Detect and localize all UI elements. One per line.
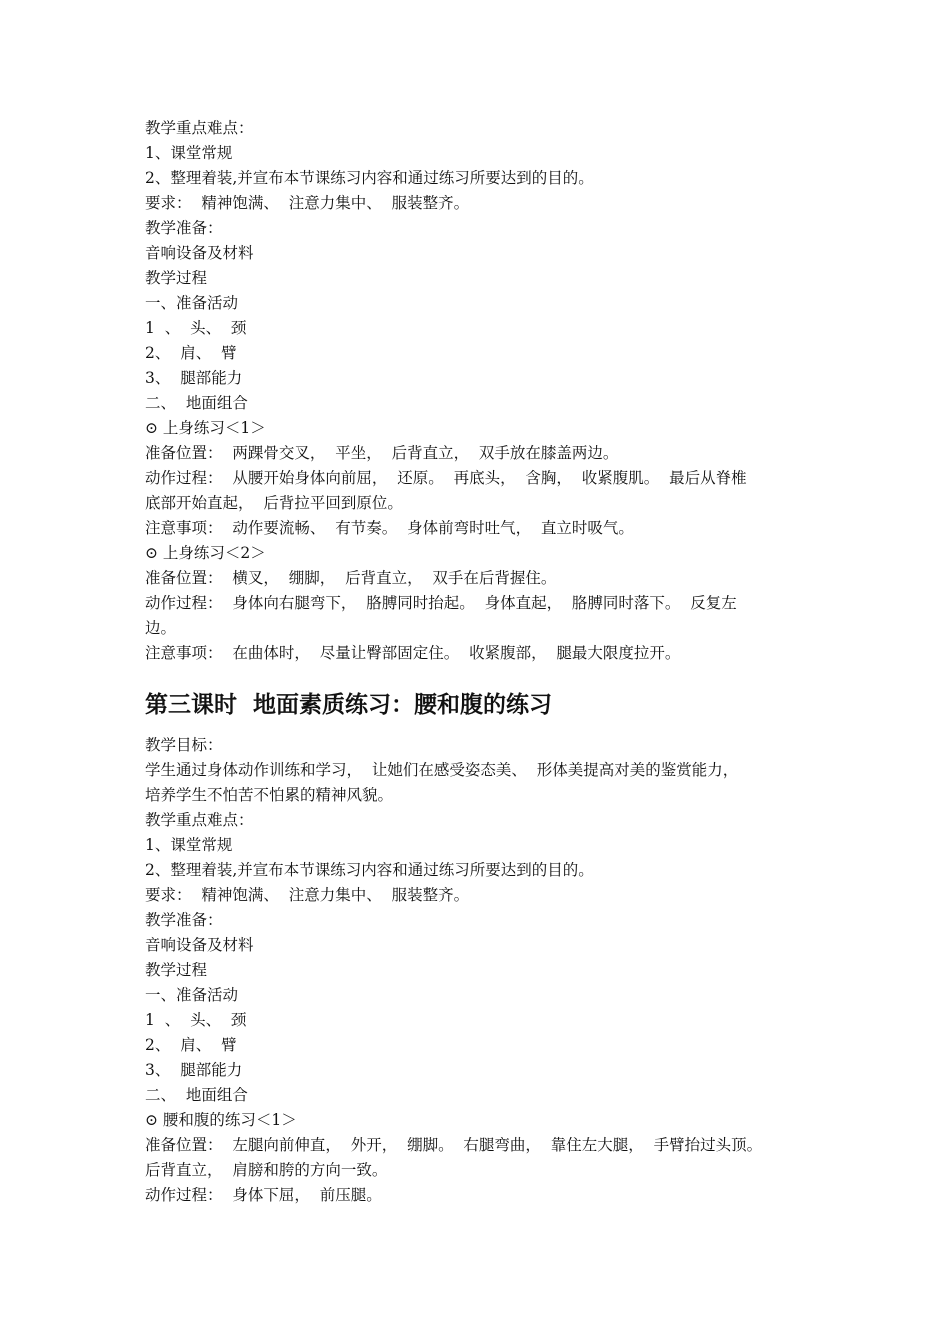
- warmup-item-legs: 3、 腿部能力: [145, 1061, 243, 1079]
- warmup-item-shoulder-arm: 2、 肩、 臂: [145, 344, 237, 362]
- warmup-heading: 一、准备活动: [145, 294, 239, 312]
- floor-combination-heading: 二、 地面组合: [145, 1086, 248, 1104]
- exercise-title-upper-body-1: ⊙ 上身练习＜1＞: [145, 419, 266, 437]
- warmup-item-shoulder-arm: 2、 肩、 臂: [145, 1036, 237, 1054]
- floor-combination-heading: 二、 地面组合: [145, 394, 248, 412]
- exercise-title-upper-body-2: ⊙ 上身练习＜2＞: [145, 544, 266, 562]
- exercise-note-2: 注意事项： 在曲体时， 尽量让臀部固定住。 收紧腹部， 腿最大限度拉开。: [145, 644, 681, 662]
- teaching-goal-line2: 培养学生不怕苦不怕累的精神风貌。: [145, 786, 394, 804]
- exercise-position-1: 准备位置： 两踝骨交叉， 平坐， 后背直立， 双手放在膝盖两边。: [145, 444, 619, 462]
- exercise-position-line1: 准备位置： 左腿向前伸直， 外开， 绷脚。 右腿弯曲， 靠住左大腿， 手臂抬过头顶。: [145, 1136, 763, 1154]
- exercise-note-1: 注意事项： 动作要流畅、 有节奏。 身体前弯时吐气， 直立时吸气。: [145, 519, 634, 537]
- teaching-goal-line1: 学生通过身体动作训练和学习， 让她们在感受姿态美、 形体美提高对美的鉴赏能力，: [145, 761, 739, 779]
- warmup-item-legs: 3、 腿部能力: [145, 369, 243, 387]
- label-key-points: 教学重点难点：: [145, 119, 254, 137]
- requirements: 要求： 精神饱满、 注意力集中、 服装整齐。: [145, 886, 470, 904]
- label-process: 教学过程: [145, 961, 208, 979]
- exercise-position-line2: 后背直立， 肩膀和胯的方向一致。: [145, 1161, 388, 1179]
- exercise-process: 动作过程： 身体下屈， 前压腿。: [145, 1186, 382, 1204]
- item-dress-and-announce: 2、整理着装,并宣布本节课练习内容和通过练习所要达到的目的。: [145, 169, 594, 187]
- exercise-title-waist-abdomen-1: ⊙ 腰和腹的练习＜1＞: [145, 1111, 297, 1129]
- label-preparation: 教学准备：: [145, 219, 223, 237]
- preparation-materials: 音响设备及材料: [145, 244, 254, 262]
- section-lesson-three: [145, 733, 810, 1208]
- exercise-process-1-line1: 动作过程： 从腰开始身体向前屈， 还原。 再底头， 含胸， 收紧腹肌。 最后从脊椎: [145, 469, 747, 487]
- exercise-process-2-line1: 动作过程： 身体向右腿弯下， 胳膊同时抬起。 身体直起， 胳膊同时落下。 反复左: [145, 594, 737, 612]
- label-teaching-goal: 教学目标：: [145, 736, 223, 754]
- label-preparation: 教学准备：: [145, 911, 223, 929]
- preparation-materials: 音响设备及材料: [145, 936, 254, 954]
- exercise-position-2: 准备位置： 横叉， 绷脚， 后背直立， 双手在后背握住。: [145, 569, 557, 587]
- exercise-process-1-line2: 底部开始直起， 后背拉平回到原位。: [145, 494, 403, 512]
- warmup-heading: 一、准备活动: [145, 986, 239, 1004]
- item-class-routine: 1、课堂常规: [145, 836, 233, 854]
- document-page: [145, 116, 810, 1208]
- item-class-routine: 1、课堂常规: [145, 144, 233, 162]
- exercise-process-2-line2: 边。: [145, 619, 177, 637]
- warmup-item-head-neck: 1 、 头、 颈: [145, 1011, 247, 1029]
- lesson-three-heading: 第三课时 地面素质练习：腰和腹的练习: [145, 691, 553, 718]
- label-key-points: 教学重点难点：: [145, 811, 254, 829]
- section-lesson-two: [145, 116, 810, 666]
- label-process: 教学过程: [145, 269, 208, 287]
- item-dress-and-announce: 2、整理着装,并宣布本节课练习内容和通过练习所要达到的目的。: [145, 861, 594, 879]
- warmup-item-head-neck: 1 、 头、 颈: [145, 319, 247, 337]
- requirements: 要求： 精神饱满、 注意力集中、 服装整齐。: [145, 194, 470, 212]
